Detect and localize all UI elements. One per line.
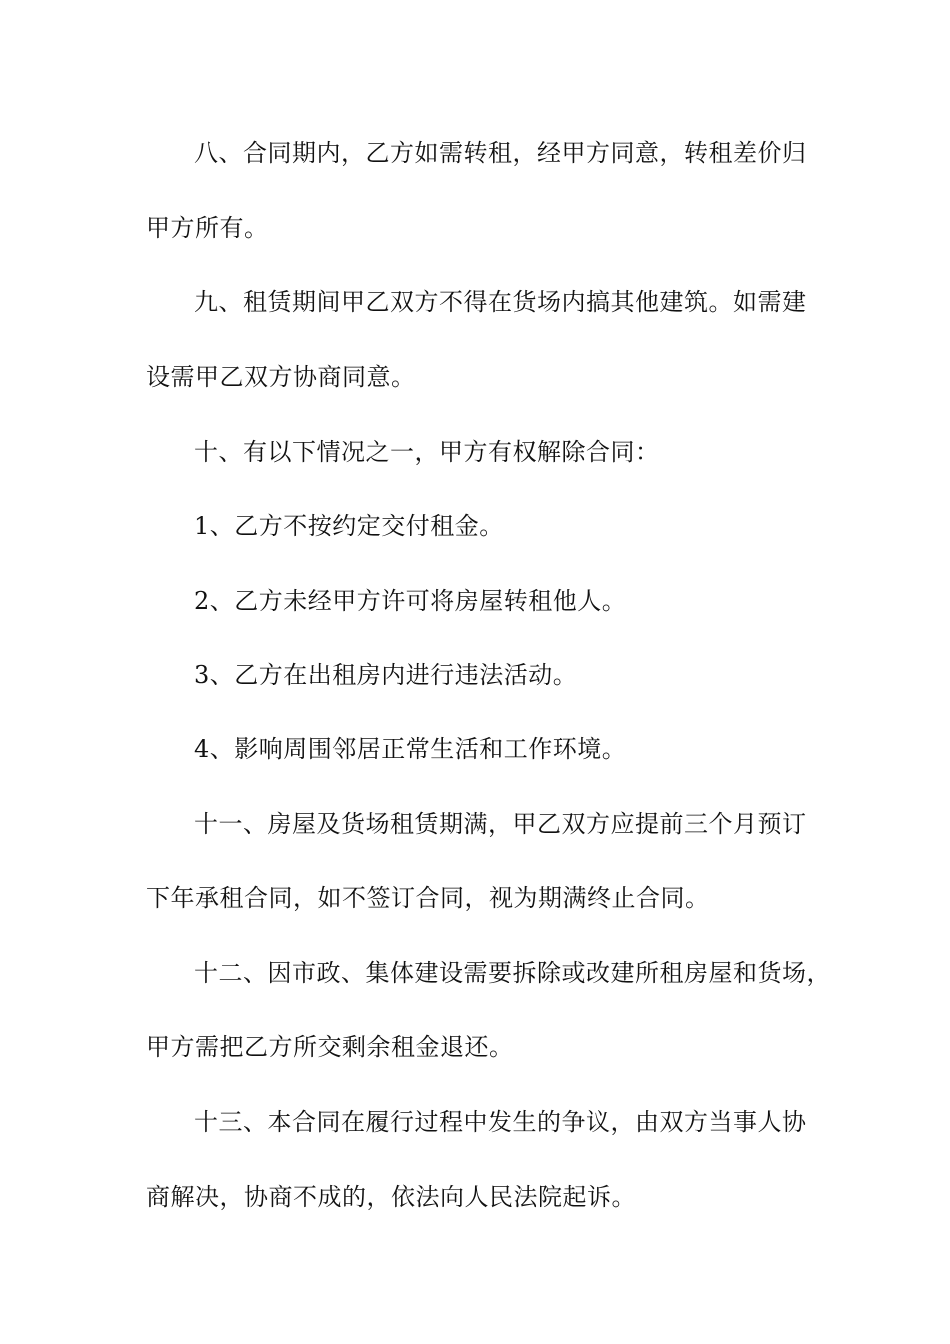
clause-9-line-1: 九、租赁期间甲乙双方不得在货场内搞其他建筑。如需建: [194, 288, 807, 316]
clause-12-line-1: 十二、因市政、集体建设需要拆除或改建所租房屋和货场，: [194, 959, 831, 987]
clause-9-line-2: 设需甲乙双方协商同意。: [146, 363, 416, 391]
clause-11-line-1: 十一、房屋及货场租赁期满，甲乙双方应提前三个月预订: [194, 810, 807, 838]
clause-11-line-2: 下年承租合同，如不签订合同，视为期满终止合同。: [146, 884, 710, 912]
clause-10-item-4: 4、影响周围邻居正常生活和工作环境。: [194, 735, 627, 763]
clause-12-line-2: 甲方需把乙方所交剩余租金退还。: [146, 1033, 514, 1061]
clause-13-line-1: 十三、本合同在履行过程中发生的争议，由双方当事人协: [194, 1108, 807, 1136]
clause-13-line-2: 商解决，协商不成的，依法向人民法院起诉。: [146, 1183, 636, 1211]
clause-8-line-2: 甲方所有。: [146, 214, 269, 242]
clause-10-item-1: 1、乙方不按约定交付租金。: [194, 512, 504, 540]
clause-10-item-3: 3、乙方在出租房内进行违法活动。: [194, 661, 578, 689]
clause-10-heading: 十、有以下情况之一，甲方有权解除合同：: [194, 438, 660, 466]
clause-8-line-1: 八、合同期内，乙方如需转租，经甲方同意，转租差价归: [194, 139, 807, 167]
clause-10-item-2: 2、乙方未经甲方许可将房屋转租他人。: [194, 587, 627, 615]
